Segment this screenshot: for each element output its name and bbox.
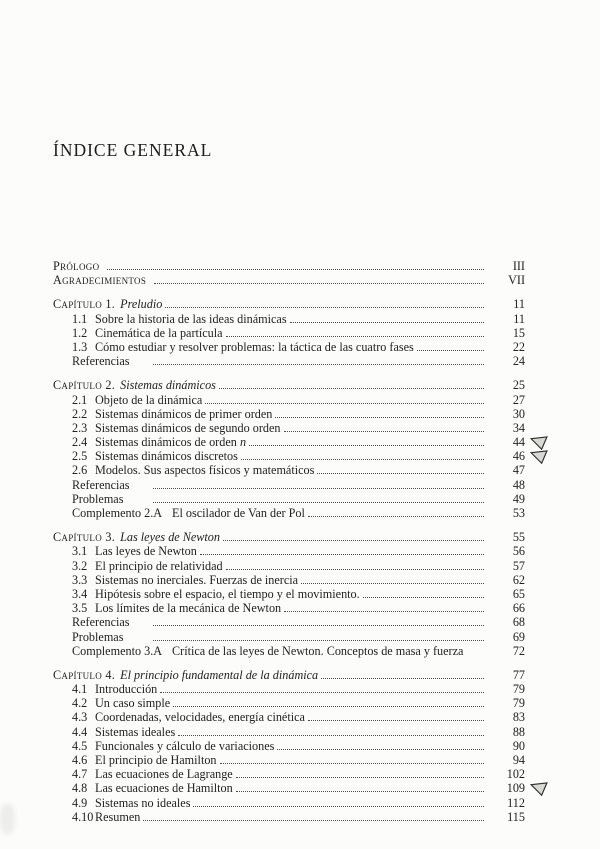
toc-entry-label: Coordenadas, velocidades, energía cinética [95, 710, 305, 725]
toc-entry-label: Sistemas dinámicos [120, 378, 216, 393]
page-number: 34 [512, 420, 525, 435]
toc-block [53, 530, 525, 658]
dot-leader [153, 625, 484, 626]
toc-entry-label: Sistemas no inerciales. Fuerzas de inercia [95, 572, 299, 587]
toc-entry-label: Referencias [72, 615, 130, 630]
dot-leader [153, 640, 484, 641]
scan-artifact [0, 804, 15, 834]
dot-leader [220, 763, 484, 764]
dot-leader [154, 283, 484, 284]
toc-row [53, 739, 525, 753]
dot-leader [275, 417, 484, 418]
toc-entry-label: 1.1 [72, 311, 88, 326]
toc-entry-label: Cinemática de la partícula [95, 325, 223, 340]
toc-row [53, 312, 525, 326]
toc-entry-label: Sistemas ideales [95, 724, 176, 739]
toc-entry-label: Sistemas dinámicos de orden [95, 435, 237, 450]
toc-entry-label: El oscilador de Van der Pol [172, 506, 305, 520]
toc-row [53, 710, 525, 724]
toc-entry-label: El principio de relatividad [95, 558, 223, 573]
toc-entry-label: 2.1 [72, 392, 88, 407]
toc-entry-label: Sobre la historia de las ideas dinámicas [95, 311, 287, 326]
toc-entry-label: Problemas [72, 629, 124, 644]
toc-entry-label: 1.3 [72, 339, 88, 354]
dot-leader [321, 678, 484, 679]
toc-row [53, 449, 525, 463]
margin-flag-icon [530, 450, 548, 465]
toc-row [53, 573, 525, 587]
dot-leader [249, 445, 484, 446]
dot-leader [153, 364, 484, 365]
page-number: 24 [512, 354, 525, 369]
page-number: 11 [513, 311, 525, 326]
page-number: 72 [512, 643, 525, 658]
dot-leader [200, 554, 484, 555]
toc-row [53, 725, 525, 739]
margin-flag-icon [530, 436, 548, 451]
toc-entry-label: El principio fundamental de la dinámica [120, 667, 319, 682]
dot-leader [241, 459, 484, 460]
toc-row [53, 682, 525, 696]
toc-block [53, 297, 525, 368]
dot-leader [284, 431, 485, 432]
page-number: VII [508, 273, 525, 288]
toc-entry-label: 3.3 [72, 572, 88, 587]
page-number: 115 [507, 809, 525, 824]
dot-leader [308, 720, 484, 721]
toc-entry-label: 4.5 [72, 738, 88, 753]
toc-row [53, 601, 525, 615]
toc-block [53, 259, 525, 287]
dot-leader [277, 749, 484, 750]
page-number: 46 [512, 449, 525, 464]
toc-entry-label: Resumen [95, 809, 141, 824]
toc-row [53, 810, 525, 824]
page-number: 47 [512, 463, 525, 478]
toc-row [53, 753, 525, 767]
toc-block [53, 668, 525, 824]
toc-entry-label: Complemento 2.A [72, 506, 163, 520]
toc-row [53, 644, 525, 658]
dot-leader [223, 540, 484, 541]
page-number: 11 [513, 297, 525, 312]
dot-leader [417, 350, 484, 351]
toc-entry-label: Modelos. Sus aspectos físicos y matemáticos [95, 463, 315, 478]
dot-leader [236, 791, 484, 792]
toc-row [53, 668, 525, 682]
toc-entry-label: Referencias [72, 477, 130, 492]
dot-leader [226, 569, 484, 570]
toc-row [53, 696, 525, 710]
dot-leader [173, 706, 484, 707]
page-number: 65 [512, 586, 525, 601]
toc-entry-label: Introducción [95, 682, 158, 697]
toc-entry-label: Crítica de las leyes de Newton. Conceptos de masa y fuerza [172, 643, 464, 658]
toc-entry-label: Complemento 3.A [72, 643, 163, 658]
toc-entry-label: n [240, 435, 247, 450]
toc-entry-label: Sistemas dinámicos discretos [95, 449, 238, 464]
page-number: III [512, 259, 525, 273]
toc-entry-label: 4.3 [72, 710, 88, 725]
toc-row [53, 530, 525, 544]
page-number: 83 [512, 710, 525, 725]
page-number: 90 [512, 738, 525, 753]
page-number: 66 [512, 601, 525, 616]
page-number: 57 [512, 558, 525, 573]
page-number: 112 [507, 795, 525, 810]
toc-row [53, 796, 525, 810]
toc-entry-label: 2.4 [72, 435, 88, 450]
dot-leader [226, 336, 484, 337]
page-number: 68 [512, 615, 525, 630]
toc-list [53, 259, 525, 834]
dot-leader [290, 322, 484, 323]
toc-entry-label: Problemas [72, 491, 124, 506]
toc-entry-label: 1.2 [72, 325, 88, 340]
toc-row [53, 781, 525, 795]
toc-entry-label: Sistemas dinámicos de primer orden [95, 406, 273, 421]
dot-leader [308, 516, 484, 517]
dot-leader [143, 820, 484, 821]
toc-entry-label: Las ecuaciones de Hamilton [95, 781, 233, 796]
page-number: 53 [512, 506, 525, 520]
toc-row [53, 378, 525, 392]
toc-row [53, 340, 525, 354]
page-number: 69 [512, 629, 525, 644]
toc-entry-label: Sistemas dinámicos de segundo orden [95, 420, 281, 435]
page-number: 22 [512, 339, 525, 354]
toc-entry-label: Las ecuaciones de Lagrange [95, 767, 233, 782]
dot-leader [165, 307, 484, 308]
toc-entry-label: Un caso simple [95, 696, 171, 711]
toc-row [53, 544, 525, 558]
page-number: 62 [512, 572, 525, 587]
page-number: 48 [512, 477, 525, 492]
toc-entry-label: Agradecimientos [53, 273, 147, 288]
toc-entry-label: 2.2 [72, 406, 88, 421]
toc-entry-label: Referencias [72, 354, 130, 369]
toc-entry-label: Capítulo 1. [53, 297, 116, 312]
page-number: 102 [506, 767, 525, 782]
dot-leader [153, 502, 484, 503]
toc-row [53, 354, 525, 368]
dot-leader [317, 473, 484, 474]
page-number: 30 [512, 406, 525, 421]
toc-entry-label: 3.5 [72, 601, 88, 616]
toc-row [53, 435, 525, 449]
toc-row [53, 587, 525, 601]
dot-leader [205, 403, 484, 404]
margin-flag-icon [530, 782, 548, 797]
toc-row [53, 478, 525, 492]
page-number: 88 [512, 724, 525, 739]
toc-row [53, 559, 525, 573]
dot-leader [236, 777, 484, 778]
toc-entry-label: Capítulo 4. [53, 667, 116, 682]
toc-row [53, 407, 525, 421]
toc-row [53, 326, 525, 340]
dot-leader [284, 611, 484, 612]
toc-entry-label: 4.8 [72, 781, 88, 796]
toc-entry-label: El principio de Hamilton [95, 753, 217, 767]
toc-entry-label: 3.2 [72, 558, 88, 573]
toc-entry-label: 4.6 [72, 753, 88, 767]
toc-entry-label: Sistemas no ideales [95, 795, 191, 810]
toc-row [53, 630, 525, 644]
toc-block [53, 378, 525, 520]
toc-entry-label: 4.1 [72, 682, 88, 697]
toc-entry-label: 4.10 [72, 809, 94, 824]
toc-entry-label: 4.9 [72, 795, 88, 810]
page-number: 56 [512, 544, 525, 559]
toc-entry-label: Las leyes de Newton [120, 530, 220, 545]
toc-row [53, 421, 525, 435]
toc-entry-label: 4.7 [72, 767, 88, 782]
page-number: 15 [512, 325, 525, 340]
toc-entry-label: Capítulo 2. [53, 378, 116, 393]
dot-leader [178, 735, 484, 736]
page-number: 109 [506, 781, 525, 796]
toc-entry-label: 4.4 [72, 724, 88, 739]
toc-entry-label: Prólogo [53, 259, 100, 273]
toc-row [53, 297, 525, 311]
page-number: 79 [512, 682, 525, 697]
dot-leader [160, 692, 484, 693]
toc-row [53, 463, 525, 477]
toc-entry-label: Las leyes de Newton [95, 544, 197, 559]
dot-leader [363, 597, 484, 598]
dot-leader [107, 269, 484, 270]
toc-row [53, 273, 525, 287]
toc-row [53, 259, 525, 273]
toc-row [53, 393, 525, 407]
toc-row [53, 615, 525, 629]
page-title: ÍNDICE GENERAL [53, 140, 213, 160]
toc-entry-label: 2.3 [72, 420, 88, 435]
dot-leader [153, 488, 484, 489]
dot-leader [301, 583, 484, 584]
toc-row [53, 492, 525, 506]
toc-entry-label: Objeto de la dinámica [95, 392, 203, 407]
page-number: 49 [512, 491, 525, 506]
toc-entry-label: Los límites de la mecánica de Newton [95, 601, 282, 616]
toc-entry-label: 3.1 [72, 544, 88, 559]
dot-leader [219, 388, 484, 389]
page-number: 94 [512, 753, 525, 767]
page-number: 25 [512, 378, 525, 393]
page-number: 79 [512, 696, 525, 711]
toc-entry-label: 2.6 [72, 463, 88, 478]
toc-entry-label: 3.4 [72, 586, 88, 601]
toc-entry-label: Preludio [120, 297, 163, 312]
page-number: 27 [512, 392, 525, 407]
dot-leader [193, 806, 484, 807]
toc-entry-label: 4.2 [72, 696, 88, 711]
page-number: 55 [512, 530, 525, 545]
toc-entry-label: 2.5 [72, 449, 88, 464]
page-number: 77 [512, 667, 525, 682]
toc-row [53, 506, 525, 520]
toc-row [53, 767, 525, 781]
toc-entry-label: Capítulo 3. [53, 530, 116, 545]
toc-entry-label: Cómo estudiar y resolver problemas: la táctica de las cuatro fases [95, 339, 414, 354]
toc-entry-label: Hipótesis sobre el espacio, el tiempo y el movimiento. [95, 586, 360, 601]
toc-entry-label: Funcionales y cálculo de variaciones [95, 738, 275, 753]
page-number: 44 [512, 435, 525, 450]
